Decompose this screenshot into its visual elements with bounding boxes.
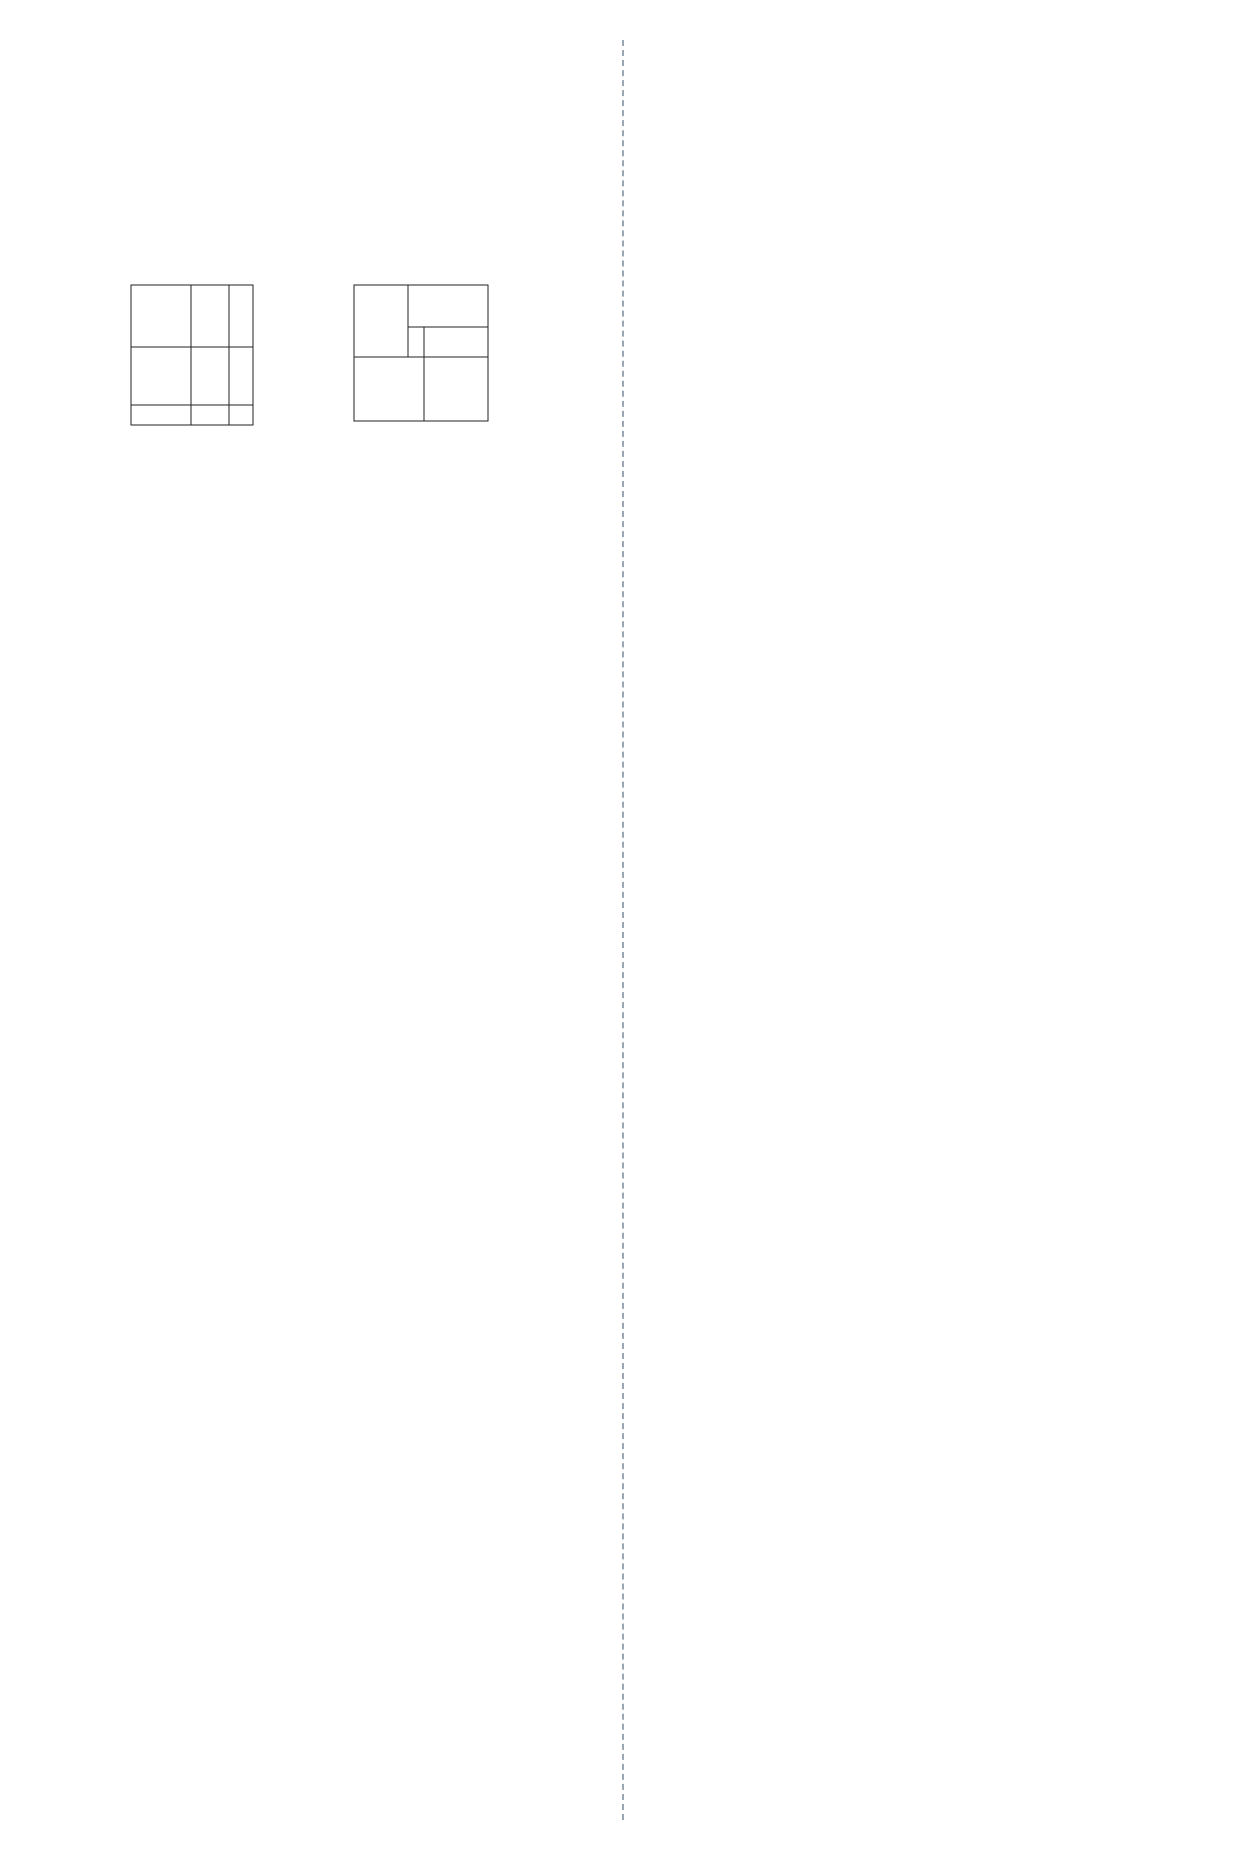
answer-line (38, 187, 608, 221)
answer-item (38, 112, 608, 146)
left-column (38, 36, 608, 472)
figure-1 (111, 267, 261, 466)
figures (78, 267, 548, 466)
figure-2 (326, 267, 516, 466)
answer-item (38, 187, 608, 221)
answer-line (38, 149, 608, 183)
answer-line (38, 225, 608, 259)
figure-1-diagram (111, 267, 261, 457)
answer-item (38, 74, 608, 108)
answer-line (38, 74, 608, 108)
answer-line (38, 112, 608, 146)
answer-item (38, 149, 608, 183)
figure-2-diagram (326, 267, 516, 457)
answer-line (38, 36, 608, 70)
answer-item (38, 36, 608, 70)
column-divider (622, 40, 624, 1820)
answer-item (38, 225, 608, 259)
